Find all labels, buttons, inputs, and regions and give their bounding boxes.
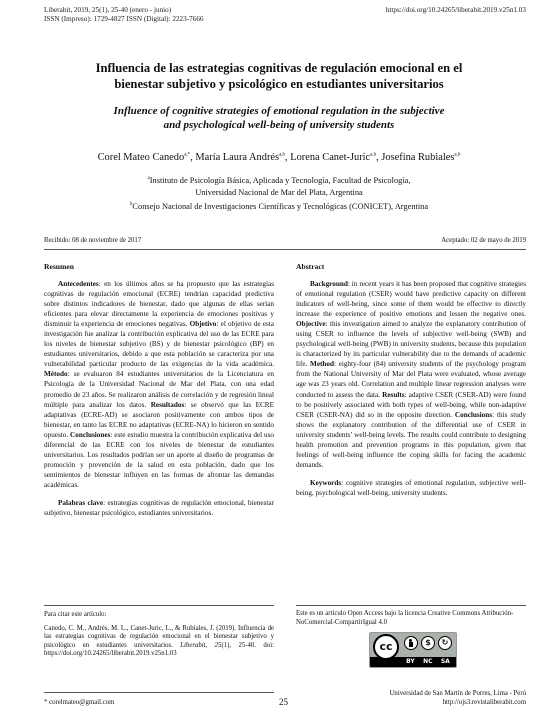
cite-divider: [44, 605, 274, 606]
affiliation-a: $^a$Instituto de Psicología Básica, Aplicada y Tecnología, Facultad de Psicología, Universidad Nacional de Mar del Plata, Argentina: [147, 175, 411, 197]
author: Josefina Rubiales$^{a,b}$: [381, 152, 461, 163]
divider: [44, 249, 526, 250]
abstract-section: [296, 262, 526, 498]
cite-text: Canedo, C. M., Andrés, M. L., Canet-Juric, L., & Rubiales, J. (2019). Influencia de las estrategias cognitivas de regulación emocional en el bienestar subjetivo y psicológico en estudiantes universitarios. Liberabit, 25(1), 25-40. doi: https://doi.org/10.24265/liberabit.2019.v25n1.03: [44, 624, 275, 658]
issn-line: ISSN (Impreso): 1729-4827 ISSN (Digital): 2223-7666: [44, 15, 204, 23]
abstract-heading: Abstract: [296, 262, 325, 271]
resumen-heading: Resumen: [44, 262, 74, 271]
page-number: 25: [279, 697, 288, 707]
attribution-icon: [404, 636, 418, 650]
author-list: Corel Mateo Canedo$^{a,*}$, María Laura Andrés$^{a,b}$, Lorena Canet-Juric$^{a,b}$, Josefina Rubiales$^{a,b}$: [97, 152, 461, 163]
non-commercial-icon: $: [421, 636, 435, 650]
palabras-clave: Palabras clave: estrategias cognitivas de regulación emocional, bienestar subjetivo, bienestar psicológico, estudiantes universitarios.: [44, 498, 274, 518]
title-spanish: Influencia de las estrategias cognitivas de regulación emocional en el bienestar subjetivo y psicológico en estudiantes universitarios: [95, 61, 463, 91]
cc-badge-labels: BY NC SA: [406, 658, 450, 665]
publisher-block: [390, 690, 526, 707]
author: Corel Mateo Canedo$^{a,*}$: [97, 152, 191, 163]
keywords: Keywords: cognitive strategies of emotional regulation, subjective well-being, psychological well-being, university students.: [296, 478, 526, 497]
journal-line: Liberabit, 2019, 25(1), 25-40 (enero - junio): [44, 6, 172, 14]
abstract-body: Background: in recent years it has been proposed that cognitive strategies of emotional regulation (CSER) would have predictive capacity on different indicators of well-being, since some of them would be effective to directly increase the experience of positive emotions and lessen the negative ones. Objective: this investigation aimed to analyze the explanatory contribution of using CSER to influence the levels of subjective well-being (SWB) and psychological well-being (PWB) in university students, because this population is characterized by its particular vulnerability due to the demands of academic life. Method: eighty-four (84) university students of the psychology program from the National University of Mar del Plata were evaluated, whose average age was 23 years old. Correlation and multiple linear regression analyses were conducted to assess the data. Results: adaptive CSER (CSER-AD) were found to be positively associated with both types of well-being, while non-adaptive CSER (CSER-NA) did so in the opposite direction. Conclusions: this study shows the explanatory contribution of the differential use of CSER in university students’ well-being levels. The results could contribute to designing health promotion and prevention programs in this population, given that feelings of well-being influence the coping skills for facing the academic demands. Keywords: cognitive strategies of emotional regulation, subjective well-being, psychological well-being, university students.: [296, 280, 527, 497]
publisher-url[interactable]: http://ojs3.revistaliberabit.com: [442, 698, 526, 706]
cc-icon: cc: [373, 634, 399, 660]
resumen-section: [44, 262, 274, 518]
journal-citation-header: [44, 6, 204, 24]
license-text: Este es un artículo Open Access bajo la licencia Creative Commons Atribución-NoComercial-CompartirIgual 4.0: [296, 610, 514, 626]
share-alike-icon: ↻: [438, 636, 452, 650]
received-date: Recibido: 08 de noviembre de 2017: [44, 237, 142, 244]
license-divider: [296, 605, 526, 606]
cite-label: Para citar este artículo:: [44, 611, 107, 618]
doi-link[interactable]: https://doi.org/10.24265/liberabit.2019.v25n1.03: [385, 6, 526, 14]
author: Lorena Canet-Juric$^{a,b}$: [290, 152, 377, 163]
resumen-body: Antecedentes: en los últimos años se ha propuesto que las estrategias cognitivas de regulación emocional (ECRE) tendrían capacidad predictiva sobre distintos indicadores de bienestar, dado que algunas de ellas serían eficientes para elevar directamente la experiencia de emociones positivas y disminuir la experiencia de emociones negativas. Objetivo: el objetivo de esta investigación fue analizar la contribución explicativa del uso de las ECRE para los niveles de bienestar subjetivo (BS) y de bienestar psicológico (BP) en estudiantes universitarios, debido a que esta población se caracteriza por una vulnerabilidad particular producto de las exigencias de la vida académica. Método: se evaluaron 84 estudiantes universitarios de la Licenciatura en Psicología de la Universidad Nacional de Mar del Plata, con una edad promedio de 23 años. Se realizaron análisis de correlación y de regresión lineal múltiple para analizar los datos. Resultados: se observó que las ECRE adaptativas (ECRE-AD) se asociaron positivamente con ambos tipos de bienestar, en tanto las ECRE no adaptativas (ECRE-NA) lo hicieron en sentido opuesto. Conclusiones: este estudio muestra la contribución explicativa del uso diferencial de las ECRE con los niveles de bienestar de estudiantes universitarios. Los resultados podrían ser un aporte al diseño de programas de promoción y prevención de la salud en esta población, dado que los sentimientos de bienestar influyen en las formas de afrontar las demandas académicas. Palabras clave: estrategias cognitivas de regulación emocional, bienestar subjetivo, bienestar psicológico, estudiantes universitarios.: [44, 280, 274, 518]
cite-block: [44, 611, 274, 659]
footnote-divider: [44, 692, 274, 693]
corresponding-email[interactable]: * corelmateo@gmail.com: [44, 699, 115, 706]
title-english: Influence of cognitive strategies of emotional regulation in the subjective and psychological well-being of university students: [113, 105, 445, 131]
accepted-date: Aceptado: 02 de mayo de 2019: [441, 237, 526, 244]
affiliation-b: $^b$Consejo Nacional de Investigaciones Científicas y Tecnológicas (CONICET), Argentina: [129, 201, 429, 211]
author: María Laura Andrés$^{a,b}$: [195, 152, 286, 163]
publisher-name: Universidad de San Martín de Porres, Lima - Perú: [389, 690, 526, 697]
cc-license-badge[interactable]: [369, 632, 457, 668]
